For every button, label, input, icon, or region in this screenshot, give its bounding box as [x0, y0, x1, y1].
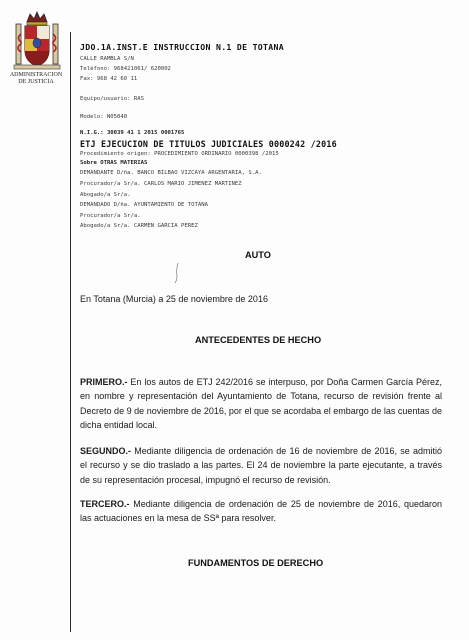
paragraph-lead: PRIMERO.- — [80, 377, 128, 387]
paragraph-tercero — [80, 497, 442, 526]
party-line: Abogado/a Sr/a. CARMEN GARCIA PEREZ — [80, 223, 198, 229]
paragraph-segundo — [80, 444, 442, 487]
paragraph-text: Mediante diligencia de ordenación de 25 de noviembre de 2016, quedaron las actuaciones en la mesa de SSª para resolver. — [80, 499, 442, 524]
modelo: Modelo: N05040 — [80, 114, 128, 120]
equipo-usuario: Equipo/usuario: RAS — [80, 96, 144, 102]
section-heading-fundamentos: FUNDAMENTOS DE DERECHO — [188, 558, 324, 568]
margin-rule — [70, 32, 71, 632]
section-heading-antecedentes: ANTECEDENTES DE HECHO — [195, 335, 322, 345]
paragraph-lead: SEGUNDO.- — [80, 446, 132, 456]
paragraph-text: En los autos de ETJ 242/2016 se interpuso, por Doña Carmen García Pérez, en nombre y representación del Ayuntamiento de Totana, recurso de revisión frente al Decreto de 9 de noviembre de 2016, por el que se acordaba el embargo de las cuentas de dicha entidad local. — [80, 377, 442, 431]
coat-of-arms-icon — [12, 10, 62, 74]
party-line: DEMANDADO D/ña. AYUNTAMIENTO DE TOTANA — [80, 202, 208, 208]
party-line: Abogado/a Sr/a. — [80, 192, 131, 198]
place-date: En Totana (Murcia) a 25 de noviembre de 2016 — [80, 294, 268, 304]
court-address: CALLE RAMBLA S/N — [80, 56, 134, 62]
party-line: Procurador/a Sr/a. CARLOS MARIO JIMENEZ MARTINEZ — [80, 181, 242, 187]
paragraph-lead: TERCERO.- — [80, 499, 130, 509]
seal-caption — [2, 72, 70, 86]
paragraph-text: Mediante diligencia de ordenación de 16 de noviembre de 2016, se admitió el recurso y se dio traslado a las partes. El 24 de noviembre la parte ejecutante, a través de su representación procesal, impugnó el recurso de revisión. — [80, 446, 442, 485]
seal-caption-line2: DE JUSTICIA — [18, 79, 54, 85]
nig-number: N.I.G.: 30039 41 1 2015 0001765 — [80, 130, 185, 136]
party-line: DEMANDANTE D/ña. BANCO BILBAO VIZCAYA ARGENTARIA, S.A. — [80, 170, 262, 176]
court-name: JDO.1A.INST.E INSTRUCCION N.1 DE TOTANA — [80, 42, 284, 52]
paragraph-primero — [80, 375, 442, 433]
court-fax: Fax: 968 42 60 11 — [80, 76, 138, 82]
court-phone: Teléfono: 968421061/ 620002 — [80, 66, 171, 72]
party-line: Procurador/a Sr/a. — [80, 213, 141, 219]
case-subject: Sobre OTRAS MATERIAS — [80, 160, 148, 166]
crown-icon — [27, 12, 47, 25]
handwritten-mark — [170, 262, 182, 284]
procedure-origin: Procedimiento origen: PROCEDIMIENTO ORDINARIO 0000398 /2015 — [80, 151, 279, 157]
case-title: ETJ EJECUCION DE TITULOS JUDICIALES 0000242 /2016 — [80, 139, 337, 149]
seal-caption-line1: ADMINISTRACION — [9, 72, 63, 78]
document-title: AUTO — [245, 250, 271, 260]
